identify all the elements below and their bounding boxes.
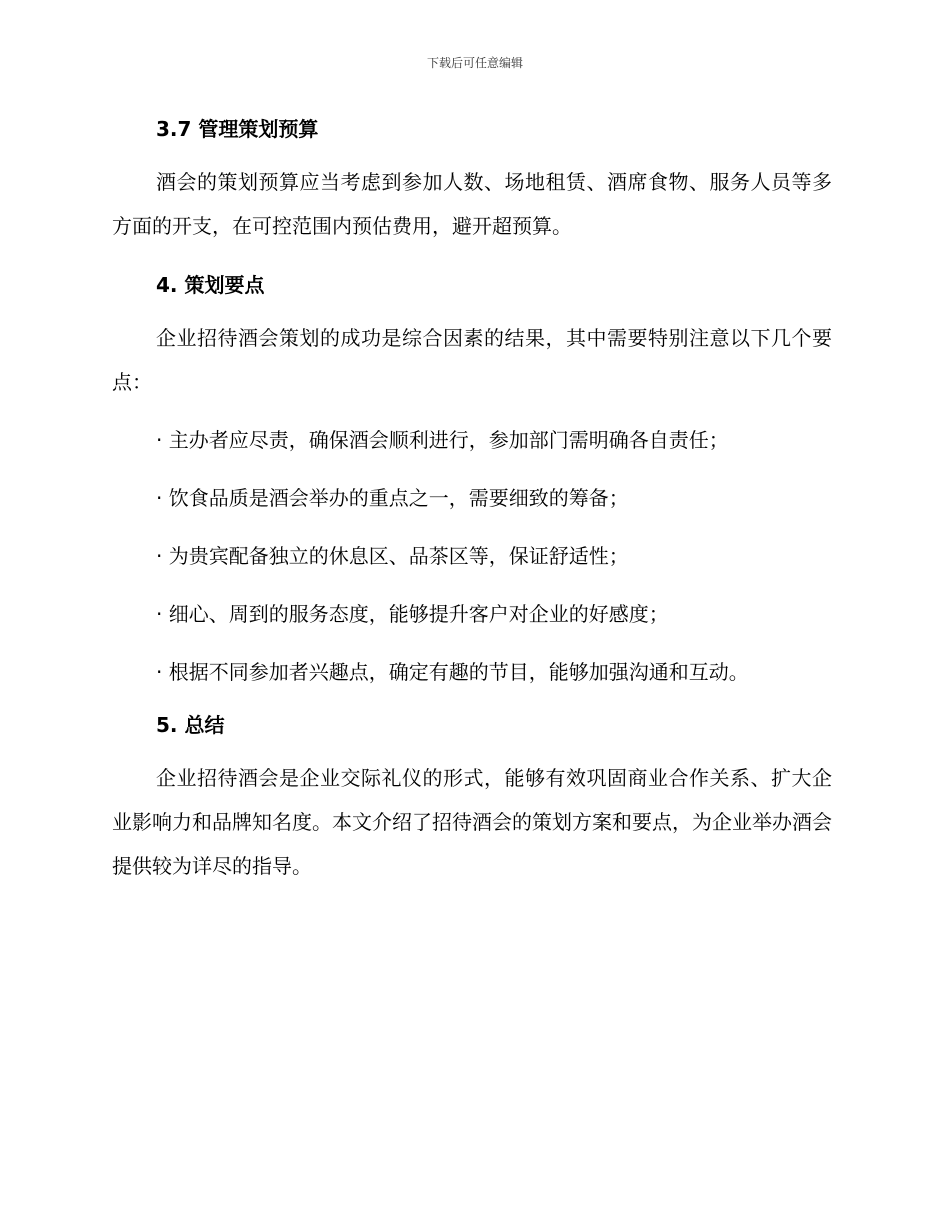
bullet-item: · 主办者应尽责，确保酒会顺利进行，参加部门需明确各自责任；: [156, 428, 729, 452]
bullet-item: · 为贵宾配备独立的休息区、品茶区等，保证舒适性；: [156, 544, 629, 568]
section-heading-3-7: 3.7 管理策划预算: [156, 117, 319, 141]
section-heading-5: 5. 总结: [156, 713, 225, 737]
bullet-item: · 饮食品质是酒会举办的重点之一，需要细致的筹备；: [156, 486, 629, 510]
section-paragraph-3-7: 酒会的策划预算应当考虑到参加人数、场地租赁、酒席食物、服务人员等多方面的开支，在可控范围内预估费用，避开超预算。: [112, 170, 832, 238]
page-header-note: 下载后可任意编辑: [426, 56, 523, 70]
bullet-item: · 根据不同参加者兴趣点，确定有趣的节目，能够加强沟通和互动。: [156, 660, 749, 684]
section-paragraph-4: 企业招待酒会策划的成功是综合因素的结果，其中需要特别注意以下几个要点：: [112, 326, 832, 394]
section-paragraph-5: 企业招待酒会是企业交际礼仪的形式，能够有效巩固商业合作关系、扩大企业影响力和品牌知名度。本文介绍了招待酒会的策划方案和要点，为企业举办酒会提供较为详尽的指导。: [112, 766, 832, 878]
document-body: [112, 112, 832, 888]
section-heading-4: 4. 策划要点: [156, 273, 265, 297]
bullet-item: · 细心、周到的服务态度，能够提升客户对企业的好感度；: [156, 602, 669, 626]
